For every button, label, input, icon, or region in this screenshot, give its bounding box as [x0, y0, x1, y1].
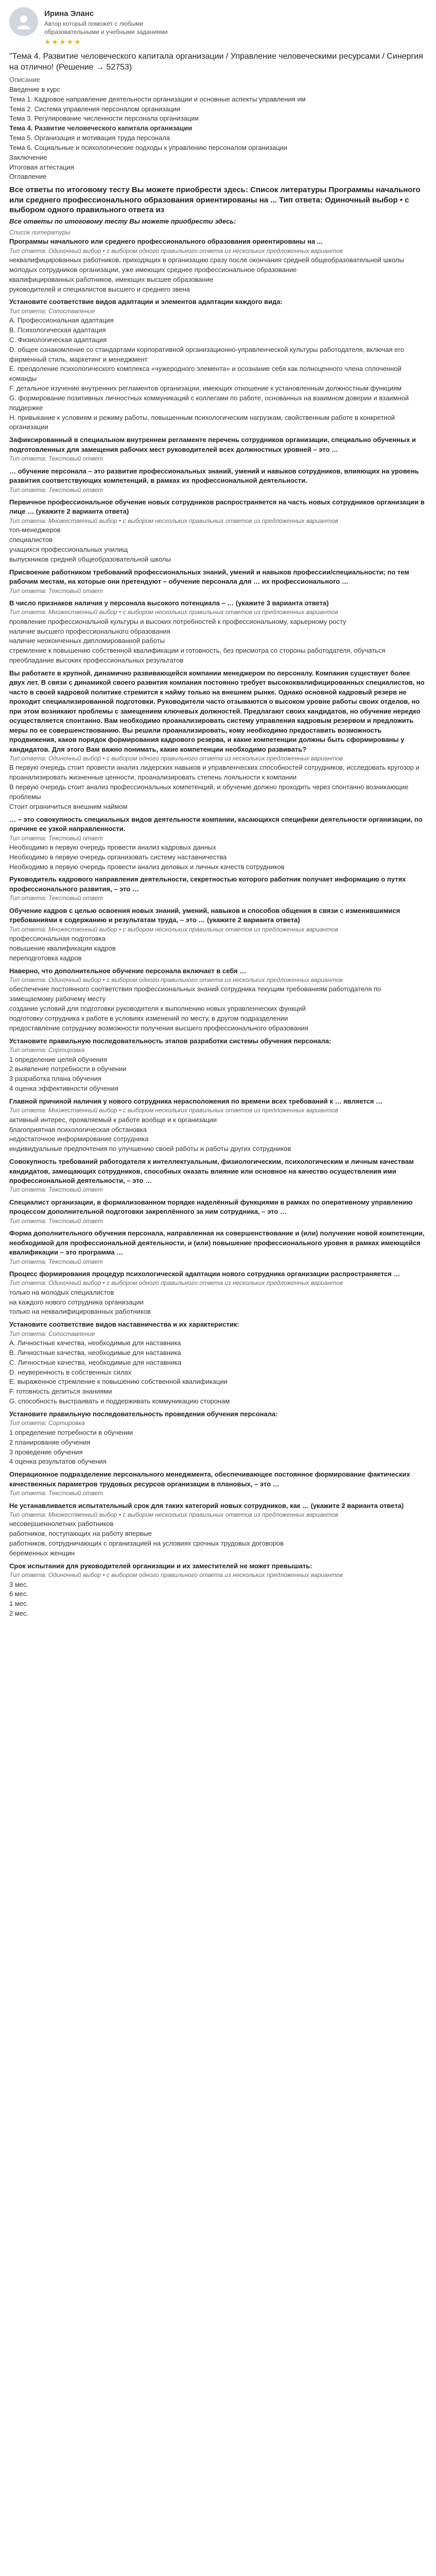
author-header	[9, 7, 427, 45]
table-of-contents	[9, 85, 427, 182]
question-text: Специалист организации, в формализованном порядке наделённый функциями в рамках по оперативному управлению процессом дополнительной подготовки закреплённого за ним сотрудника, – это …	[9, 1198, 413, 1216]
question-block	[9, 1501, 427, 1558]
question-block	[9, 498, 427, 565]
answer-option: наличие высшего профессионального образования	[9, 627, 170, 635]
author-avatar[interactable]	[9, 7, 38, 36]
answer-option: выпускников средней общеобразовательной школы	[9, 555, 171, 563]
answer-option: квалифицированных работников, имеющих высшее образование	[9, 275, 214, 283]
answer-type-label: Тип ответа: Текстовый ответ	[9, 894, 103, 902]
question-block	[9, 1157, 427, 1195]
answer-option: на каждого нового сотрудника организации	[9, 1298, 144, 1306]
question-block	[9, 568, 427, 596]
question-text: Установите соответствие видов наставничества и их характеристик:	[9, 1320, 239, 1329]
toc-item: Тема 2. Система управления персоналом организации	[9, 105, 181, 113]
question-text: Зафиксированный в специальном внутреннем регламенте перечень сотрудников организации, специально обученных и подготовленных для замещения рабочих мест руководителей всех должностных уровней – это …	[9, 436, 416, 453]
answer-option: 2 мес.	[9, 1609, 29, 1618]
author-rating	[44, 38, 199, 45]
answer-option: специалистов	[9, 536, 53, 544]
answer-option: создание условий для подготовки руководителя к выполнению новых управленческих функций	[9, 1005, 306, 1013]
question-block	[9, 815, 427, 872]
answer-type-label: Тип ответа: Одиночный выбор • с выбором одного правильного ответа из нескольких предложенных вариантов	[9, 1571, 343, 1579]
answer-type-label: Тип ответа: Текстовый ответ	[9, 1258, 103, 1265]
question-text: В число признаков наличия у персонала высокого потенциала – … (укажите 3 варианта ответа)	[9, 599, 329, 607]
answer-option: беременных женщин	[9, 1549, 75, 1557]
question-block	[9, 1410, 427, 1467]
answer-option: A. Личностные качества, необходимые для наставника	[9, 1339, 181, 1347]
answer-option: 3 разработка плана обучения	[9, 1075, 101, 1083]
answer-type-label: Тип ответа: Сопоставление	[9, 307, 95, 315]
question-text: Установите правильную последовательность этапов разработки системы обучения персонала:	[9, 1037, 332, 1045]
answer-option: переподготовка кадров	[9, 954, 82, 962]
star-icon: ★	[74, 38, 81, 46]
answer-option: руководителей и специалистов высшего и среднего звена	[9, 285, 190, 293]
question-text: Срок испытания для руководителей организации и их заместителей не может превышать:	[9, 1562, 312, 1570]
answer-option: молодых сотрудников организации, уже имеющих среднее профессиональное образование	[9, 265, 297, 274]
user-icon	[15, 13, 32, 30]
question-text: Форма дополнительного обучения персонала, направленная на совершенствование и (или) получение новой компетенции, необходимой для профессиональной деятельности, и (или) повышение профессионального уровня в рамках имеющейся квалификации – это программа …	[9, 1229, 425, 1257]
answer-type-label: Тип ответа: Текстовый ответ	[9, 486, 103, 494]
answer-option: 4 оценка результатов обучения	[9, 1458, 107, 1466]
question-block	[9, 599, 427, 666]
answer-option: работников, поступающих на работу впервые	[9, 1530, 152, 1538]
question-text: Не устанавливается испытательный срок для таких категорий новых сотрудников, как … (укажите 2 варианта ответа)	[9, 1501, 404, 1510]
questions-list	[9, 228, 427, 1619]
answer-type-label: Тип ответа: Множественный выбор • с выбором нескольких правильных ответов из предложенных вариантов	[9, 925, 338, 933]
question-text: Установите правильную последовательность проведения обучения персонала:	[9, 1410, 278, 1418]
answer-type-label: Тип ответа: Множественный выбор • с выбором нескольких правильных ответов из предложенных вариантов	[9, 608, 338, 616]
answer-option: обеспечение постоянного соответствия профессиональных знаний сотрудника текущим требованиям работодателя по замещаемому рабочему месту	[9, 985, 381, 1003]
answer-option: C. Личностные качества, необходимые для наставника	[9, 1358, 182, 1366]
answer-type-label: Тип ответа: Одиночный выбор • с выбором одного правильного ответа из нескольких предложенных вариантов	[9, 976, 343, 984]
author-description: Автор который поможет с любыми образовательными и учебными заданиями	[44, 20, 168, 36]
answer-option: несовершеннолетних работников	[9, 1520, 114, 1528]
answer-option: наличие неоконченных дипломированной работы	[9, 637, 165, 645]
question-block	[9, 1198, 427, 1226]
question-text: Операционное подразделение персонального менеджмента, обеспечивающее постоянное формирование фактических качественных параметров трудовых ресурсов организации в плановых, – это …	[9, 1470, 410, 1488]
answer-option: учащихся профессиональных училищ	[9, 545, 128, 553]
answer-option: профессиональная подготовка	[9, 935, 106, 943]
answer-type-label: Тип ответа: Текстовый ответ	[9, 834, 103, 842]
author-info	[44, 7, 199, 45]
answer-option: Необходимо в первую очередь провести анализ кадровых данных	[9, 843, 216, 851]
answer-option: H. привыкание к условиям и режиму работы, повышенным психологическим нагрузкам, свойственным работе в конкретной организации	[9, 413, 395, 431]
answer-type-label: Тип ответа: Множественный выбор • с выбором нескольких правильных ответов из предложенных вариантов	[9, 1511, 338, 1518]
answer-option: F. детальное изучение внутренних регламентов организации, имеющих отношение к установленным должностным функциям	[9, 384, 402, 393]
star-icon: ★	[44, 38, 51, 46]
toc-item: Итоговая аттестация	[9, 163, 74, 171]
answer-option: активный интерес, проявляемый к работе вообще и к организации	[9, 1115, 217, 1124]
answer-option: F. готовность делиться знаниями	[9, 1387, 112, 1396]
question-block	[9, 1562, 427, 1619]
answer-option: 6 мес.	[9, 1590, 29, 1598]
question-block	[9, 297, 427, 432]
toc-item: Тема 6. Социальные и психологические подходы к управлению персоналом организации	[9, 143, 288, 151]
author-name[interactable]: Ирина Эланс	[44, 9, 94, 18]
question-text: Обучение кадров с целью освоения новых знаний, умений, навыков и способов общения в связи с изменившимися требованиями к содержанию и результатам труда, – это … (укажите 2 варианта ответа)	[9, 906, 400, 924]
question-text: … обучение персонала – это развитие профессиональных знаний, умений и навыков сотрудников, влияющих на уровень развития соответствующих компетенций, в рамках их профессиональной деятельности.	[9, 467, 419, 485]
answer-option: G. формирование позитивных личностных коммуникаций с коллегами по работе, основанных на взаимном доверии и взаимной поддержке	[9, 394, 409, 412]
answer-option: только на молодых специалистов	[9, 1288, 114, 1296]
answer-option: C. Физиологическая адаптация	[9, 335, 107, 344]
answer-option: 2 планирование обучения	[9, 1438, 91, 1446]
answer-type-label: Тип ответа: Множественный выбор • с выбором нескольких правильных ответов из предложенных вариантов	[9, 517, 338, 524]
question-text: Установите соответствие видов адаптации и элементов адаптации каждого вида:	[9, 298, 283, 306]
answer-option: проявление профессиональной культуры и высоких потребностей к профессиональному, карьерному росту	[9, 617, 346, 625]
question-block	[9, 435, 427, 463]
question-block	[9, 467, 427, 495]
question-text: Присвоение работником требований профессиональных знаний, умений и навыков профессии/специальности; по тем рабочим местам, на которые они претендуют – обучение персонала для … их профессионального …	[9, 568, 409, 586]
question-block	[9, 1470, 427, 1498]
document-title: "Тема 4. Развитие человеческого капитала организации / Управление человеческими ресурсами / Синергия на отлично! (Решение → 52753)	[9, 52, 423, 72]
answer-option: топ-менеджеров	[9, 526, 61, 534]
answer-option: неквалифицированных работников, приходящих в организацию сразу после окончания средней общеобразовательной школы	[9, 256, 404, 264]
answer-option: преобладание высоких профессиональных результатов	[9, 656, 184, 665]
answer-option: E. выраженное стремление к повышению собственной квалификации	[9, 1378, 228, 1386]
question-block	[9, 1097, 427, 1154]
answer-option: 3 мес.	[9, 1580, 29, 1588]
answer-option: G. способность выстраивать и поддерживать коммуникацию сторонам	[9, 1397, 230, 1405]
answer-type-label: Тип ответа: Одиночный выбор • с выбором одного правильного ответа из нескольких предложенных вариантов	[9, 755, 343, 762]
answer-type-label: Тип ответа: Одиночный выбор • с выбором одного правильного ответа из нескольких предложенных вариантов	[9, 1279, 343, 1287]
question-text: Совокупность требований работодателя к интеллектуальным, физиологическим, психологическим и личным качествам кандидатов, замещающих сотрудников, способных оказать влияние или основное на качество осуществления ими профессиональной деятельности, – это …	[9, 1158, 414, 1184]
answer-type-label: Тип ответа: Текстовый ответ	[9, 1217, 103, 1225]
question-block	[9, 1037, 427, 1094]
toc-item: Тема 3. Регулирование численности персонала организации	[9, 114, 199, 123]
question-block	[9, 1229, 427, 1266]
answer-type-label: Тип ответа: Множественный выбор • с выбором нескольких правильных ответов из предложенных вариантов	[9, 1107, 338, 1114]
star-icon: ★	[51, 38, 59, 46]
question-block	[9, 967, 427, 1033]
description-label: Описание	[9, 75, 40, 83]
answer-type-label: Тип ответа: Сортировка	[9, 1046, 85, 1054]
answer-option: только на неквалифицированных работников	[9, 1308, 151, 1316]
answer-option: работников, сотрудничающих с организацией на условиях срочных трудовых договоров	[9, 1539, 284, 1548]
answer-option: Необходимо в первую очередь провести анализ деловых и личных качеств сотрудников	[9, 862, 285, 871]
answer-option: B. Психологическая адаптация	[9, 326, 106, 334]
toc-item: Заключение	[9, 153, 47, 161]
answer-option: 4 оценка эффективности обучения	[9, 1084, 118, 1093]
star-icon: ★	[59, 38, 66, 46]
question-block	[9, 669, 427, 812]
toc-item: Введение в курс	[9, 85, 60, 93]
answer-option: подготовку сотрудника к работе в условиях изменений по месту, в другом подразделении	[9, 1014, 288, 1022]
answer-type-label: Тип ответа: Сопоставление	[9, 1330, 95, 1337]
question-text: Программы начального или среднего профессионального образования ориентированы на ...	[9, 238, 323, 246]
intro-bold-text: Все ответы по итоговому тесту Вы можете приобрести здесь: Список литературы Программы начального или среднего профессионального образования ориентированы на ... Тип ответа: Одиночный выбор • с выбором одного правильного ответа из	[9, 185, 421, 215]
question-block	[9, 1269, 427, 1317]
answer-option: благоприятная психологическая обстановка	[9, 1125, 147, 1133]
answer-option: 1 мес.	[9, 1600, 29, 1608]
answer-option: 3 проведение обучения	[9, 1448, 83, 1456]
answer-option: стремление к повышению собственной квалификации и готовность, без присмотра со стороны работодателя, обучаться	[9, 647, 386, 655]
answer-type-label: Тип ответа: Текстовый ответ	[9, 1489, 103, 1497]
question-block	[9, 875, 427, 903]
question-text: Руководитель кадрового направления деятельности, секретностью которого работник получает информацию о путях профессионального развития, – это …	[9, 875, 406, 893]
star-icon: ★	[66, 38, 74, 46]
answer-option: В первую очередь стоит провести анализ лидерских навыков и управленческих способностей сотрудников, исследовать кругозор и проанализировать жизненные ценности, проанализировать степень лояльности к компании	[9, 764, 420, 782]
toc-item: Оглавление	[9, 173, 47, 181]
answer-option: В первую очередь стоит анализ профессиональных компетенций, и обучение должно проходить через спонтанно возникающие проблемы	[9, 783, 409, 801]
answer-type-label: Тип ответа: Текстовый ответ	[9, 1186, 103, 1194]
question-text: Главной причиной наличия у нового сотрудника нерасположения по времени всех требований к … является …	[9, 1097, 383, 1105]
toc-item: Тема 5. Организация и мотивация труда персонала	[9, 134, 170, 142]
answer-type-label: Тип ответа: Одиночный выбор • с выбором одного правильного ответа из нескольких предложенных вариантов	[9, 247, 343, 255]
toc-item: Тема 1. Кадровое направление деятельности организации и основные аспекты управления им	[9, 95, 306, 103]
answer-type-label: Тип ответа: Сортировка	[9, 1419, 85, 1427]
answer-option: D. неуверенность в собственных силах	[9, 1368, 132, 1376]
answer-option: Необходимо в первую очередь организовать систему наставничества	[9, 853, 227, 861]
answer-option: A. Профессиональная адаптация	[9, 316, 114, 325]
answer-option: 1 определение потребности в обучении	[9, 1428, 133, 1436]
answer-option: 1 определение целей обучения	[9, 1055, 107, 1063]
answer-option: повышение квалификации кадров	[9, 944, 116, 952]
question-block	[9, 1320, 427, 1406]
answer-type-label: Тип ответа: Текстовый ответ	[9, 587, 103, 595]
answer-option: предоставление сотруднику возможности получения высшего профессионального образования	[9, 1024, 308, 1032]
answer-option: 2 выявление потребности в обучении	[9, 1065, 127, 1073]
question-block	[9, 228, 427, 295]
answer-option: Стоит ограничиться внешним наймом	[9, 802, 128, 810]
answer-option: E. преодоление психологического комплекса «чужеродного элемента» и осознание себя как полноценного члена сплоченной команды	[9, 365, 402, 383]
answer-option: индивидуальные предпочтения по улучшению своей работы и работы других сотрудников	[9, 1145, 291, 1153]
answer-option: B. Личностные качества, необходимые для наставника	[9, 1348, 181, 1357]
answer-type-label: Тип ответа: Текстовый ответ	[9, 455, 103, 463]
question-text: Вы работаете в крупной, динамично развивающейся компании менеджером по персоналу. Компания существует более двух лет. В связи с динамикой своего развития компания постоянно требует высококвалифицированных специалистов, но часто в своей кадровой политике стремится к найму только на внешнем рынке. Однако основной кадровый резерв не проходит специализированной подготовки. Руководители часто отзываются о высоком уровне работы своих отделов, но при этом возникают проблемы с замещением ключевых должностей. Предлагают своих кандидатов, но обучение нередко осуществляется спонтанно. Вам необходимо проанализировать систему управления кадровым резервом и предложить меры по ее совершенствованию. Вы решили проанализировать, кому необходимо предоставить возможность продвижения, каков порядок формирования кадрового резерва, и какие компетенции должны быть сформированы у кандидатов. Для этого Вам важно понимать, какие компетенции необходимо развивать?	[9, 669, 425, 753]
question-text: Процесс формирования процедур психологической адаптации нового сотрудника организации распространяется …	[9, 1269, 400, 1278]
question-section-label: Список литературы	[9, 228, 71, 236]
question-text: … – это совокупность специальных видов деятельности компании, касающихся специфики деятельности организации, по причине ее узкой направленности.	[9, 815, 423, 833]
question-text: Наверно, что дополнительное обучение персонала включает в себя …	[9, 967, 247, 975]
question-text: Первичное профессиональное обучение новых сотрудников распространяется на часть новых сотрудников организации в лице … (укажите 2 варианта ответа)	[9, 498, 425, 516]
answer-option: недостаточное информирование сотрудника	[9, 1135, 149, 1143]
answer-option: D. общее ознакомление со стандартами корпоративной организационно-управленческой культуры работодателя, включая его фирменный стиль, маркетинг и менеджмент	[9, 345, 405, 363]
intro-italic-text: Все ответы по итоговому тесту Вы можете приобрести здесь:	[9, 217, 236, 225]
toc-item: Тема 4. Развитие человеческого капитала организации	[9, 124, 193, 132]
question-block	[9, 906, 427, 963]
